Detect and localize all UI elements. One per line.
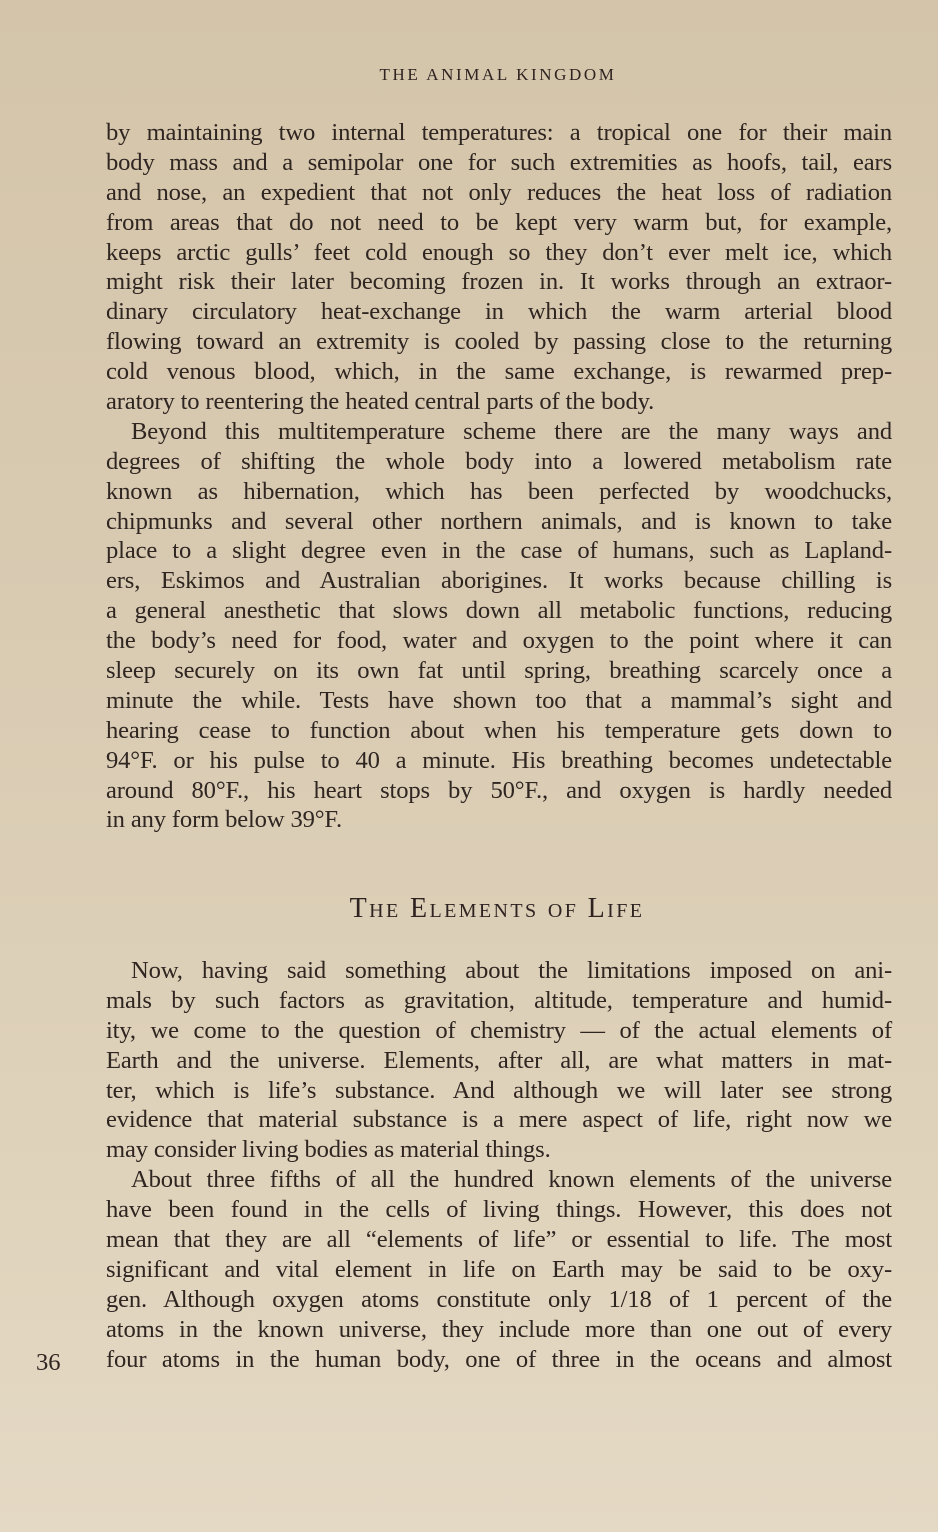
text-line: a general anesthetic that slows down all metabolic functions, reducing	[106, 597, 892, 625]
text-line: mals by such factors as gravitation, altitude, temperature and humid-	[106, 986, 892, 1014]
section-heading: The Elements of Life	[349, 893, 645, 924]
paragraph-chemistry	[106, 956, 892, 1165]
text-line: mean that they are all “elements of life” or essential to life. The most	[106, 1226, 892, 1254]
text-line: ity, we come to the question of chemistry — of the actual elements of	[106, 1016, 892, 1044]
text-line: gen. Although oxygen atoms constitute only 1/18 of 1 percent of the	[106, 1285, 892, 1313]
text-line: evidence that material substance is a mere aspect of life, right now we	[106, 1106, 892, 1134]
paragraph-heat-exchange	[106, 118, 892, 417]
running-head: THE ANIMAL KINGDOM	[379, 65, 617, 84]
text-line: degrees of shifting the whole body into a lowered metabolism rate	[106, 447, 892, 475]
text-line: the body’s need for food, water and oxygen to the point where it can	[106, 627, 892, 655]
text-line: Beyond this multitemperature scheme there are the many ways and	[131, 417, 892, 445]
text-line: ers, Eskimos and Australian aborigines. It works because chilling is	[106, 567, 892, 595]
text-line: sleep securely on its own fat until spring, breathing scarcely once a	[106, 657, 892, 685]
text-line: might risk their later becoming frozen in. It works through an extraor-	[106, 268, 892, 296]
text-line: ter, which is life’s substance. And although we will later see strong	[106, 1076, 892, 1104]
text-line: atoms in the known universe, they include more than one out of every	[106, 1315, 892, 1343]
text-line: dinary circulatory heat-exchange in which the warm arterial blood	[106, 298, 892, 326]
text-line: significant and vital element in life on Earth may be said to be oxy-	[106, 1255, 892, 1283]
page-number: 36	[36, 1349, 61, 1376]
text-line: minute the while. Tests have shown too that a mammal’s sight and	[106, 686, 892, 714]
text-line: 94°F. or his pulse to 40 a minute. His breathing becomes undetectable	[106, 746, 892, 774]
text-line: aratory to reentering the heated central parts of the body.	[106, 388, 655, 416]
text-line: four atoms in the human body, one of three in the oceans and almost	[106, 1345, 892, 1373]
text-line: chipmunks and several other northern animals, and is known to take	[106, 507, 892, 535]
text-line: body mass and a semipolar one for such extremities as hoofs, tail, ears	[106, 148, 892, 176]
text-line: have been found in the cells of living things. However, this does not	[106, 1196, 892, 1224]
paragraph-hibernation	[106, 417, 892, 835]
text-line: from areas that do not need to be kept very warm but, for example,	[106, 208, 892, 236]
text-line: Now, having said something about the limitations imposed on ani-	[131, 957, 892, 984]
text-line: and nose, an expedient that not only reduces the heat loss of radiation	[106, 178, 892, 206]
paragraph-oxygen	[106, 1165, 892, 1374]
text-line: in any form below 39°F.	[106, 806, 342, 834]
text-line: known as hibernation, which has been perfected by woodchucks,	[106, 477, 892, 505]
text-line: About three fifths of all the hundred known elements of the universe	[131, 1166, 892, 1194]
body-text-top	[106, 118, 892, 835]
text-line: keeps arctic gulls’ feet cold enough so they don’t ever melt ice, which	[106, 238, 892, 266]
text-line: Earth and the universe. Elements, after all, are what matters in mat-	[106, 1046, 892, 1074]
text-line: flowing toward an extremity is cooled by passing close to the returning	[106, 328, 892, 356]
text-line: around 80°F., his heart stops by 50°F., and oxygen is hardly needed	[106, 776, 892, 804]
text-line: place to a slight degree even in the case of humans, such as Lapland-	[106, 537, 892, 565]
text-line: hearing cease to function about when his temperature gets down to	[106, 716, 892, 744]
body-text-bottom	[106, 956, 892, 1374]
text-line: by maintaining two internal temperatures: a tropical one for their main	[106, 119, 892, 146]
text-line: cold venous blood, which, in the same exchange, is rewarmed prep-	[106, 358, 892, 386]
text-line: may consider living bodies as material things.	[106, 1136, 551, 1164]
